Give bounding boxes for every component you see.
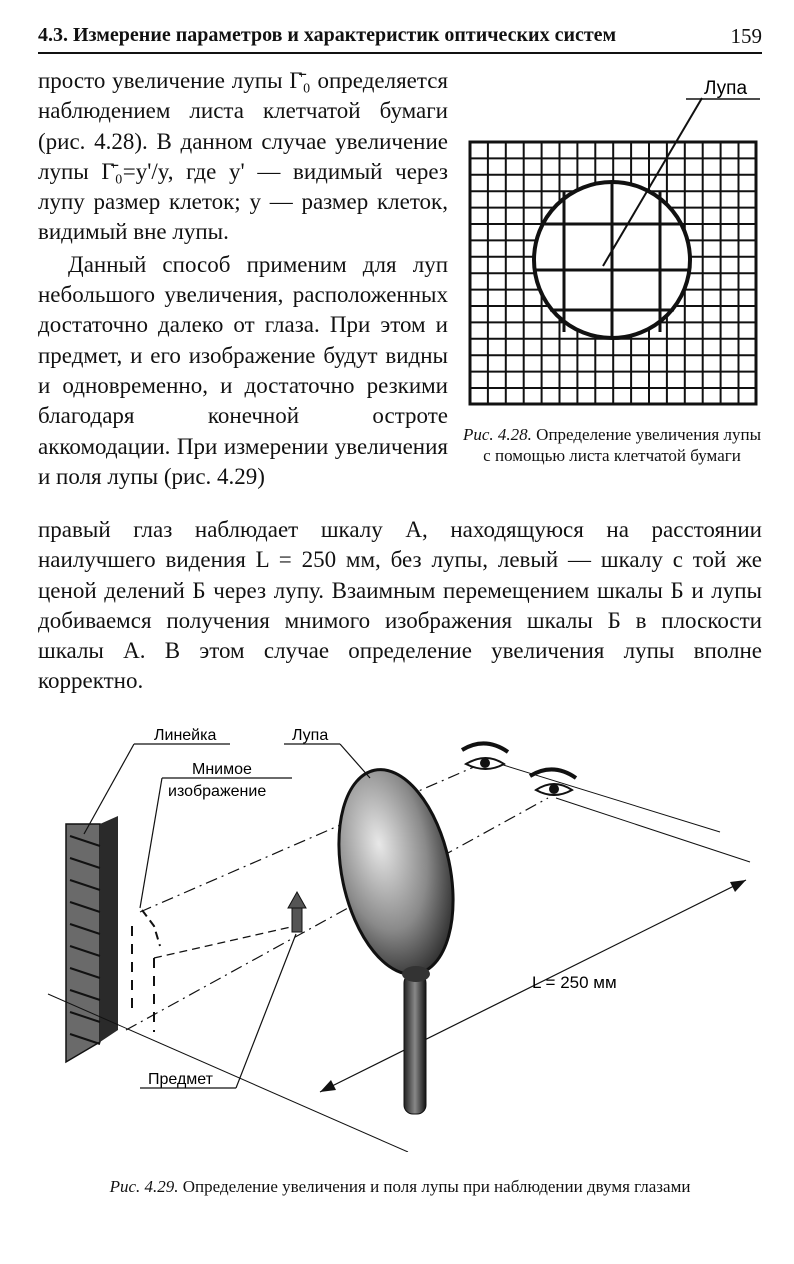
figure-4-28 — [464, 64, 764, 420]
object-label: Предмет — [148, 1071, 213, 1088]
caption-text: Определение увеличения и поля лупы при наблюдении двумя глазами — [182, 1177, 691, 1196]
ruler-label: Линейка — [154, 727, 217, 744]
caption-number: Рис. 4.29. — [109, 1177, 179, 1196]
paragraph-2: Данный способ применим для луп небольшого увеличения, расположенных достаточно далеко от глаза. При этом и предмет, и его изображение будут видны и одновременно, и достаточно резкими благодаря конечной остроте аккомодации. При измерении увеличения и поля лупы (рис. 4.29) — [38, 251, 448, 489]
paragraph-1: просто увеличение лупы Г̄₀ определяется наблюдением листа клетчатой бумаги (рис. 4.28). В данном случае увеличение лупы Г̄₀=y'/y, где y' — видимый через лупу размер клеток; y — размер клеток, видимый вне лупы. — [38, 68, 448, 245]
caption-text: Определение увеличения лупы с помощью листа клетчатой бумаги — [483, 425, 761, 465]
baseline-line — [48, 994, 408, 1152]
paragraph-2-continuation: правый глаз наблюдает шкалу А, находящуюся на расстоянии наилучшего видения L = 250 мм, без лупы, левый — шкалу с той же ценой делений Б через лупу. Взаимным перемещением шкалы Б и лупы добиваемся получения мнимого изображения шкалы Б в плоскости шкалы А. В этом случае определение увеличения лупы вполне корректно. — [38, 517, 762, 694]
loupe-collar — [402, 966, 430, 982]
loupe-leader — [340, 744, 370, 778]
sight-line-lower — [126, 798, 548, 1030]
grid-paper-illustration — [464, 64, 764, 420]
page-number: 159 — [730, 24, 762, 48]
object-head — [288, 892, 306, 908]
section-title: 4.3. Измерение параметров и характеристик оптических систем — [38, 24, 617, 46]
object-ray — [154, 924, 304, 958]
virtual-image-label-2: изображение — [168, 783, 267, 800]
virtual-image-label-1: Мнимое — [192, 761, 252, 778]
left-column-text — [38, 66, 448, 492]
virtual-image-arrow — [142, 910, 160, 946]
running-header — [38, 22, 762, 54]
caption-number: Рис. 4.28. — [462, 425, 532, 444]
loupe-label: Лупа — [704, 78, 748, 99]
object-shaft — [292, 906, 302, 932]
distance-label: L = 250 мм — [532, 973, 617, 992]
loupe-label: Лупа — [292, 727, 329, 744]
figure-4-29 — [30, 712, 770, 1152]
two-eye-loupe-diagram — [30, 712, 770, 1152]
right-eye — [530, 769, 576, 795]
loupe-handle — [404, 974, 426, 1114]
left-eye — [462, 743, 508, 769]
ruler-front — [66, 824, 100, 1062]
object-leader — [236, 934, 296, 1088]
figure-4-28-caption — [462, 424, 762, 466]
right-eye-ray — [556, 798, 750, 862]
arrow-head-right — [730, 880, 746, 892]
arrow-head-left — [320, 1080, 336, 1092]
loupe-lens — [322, 759, 471, 985]
figure-4-29-caption — [38, 1176, 762, 1197]
ruler-side — [100, 816, 118, 1042]
virtual-leader — [140, 778, 162, 908]
